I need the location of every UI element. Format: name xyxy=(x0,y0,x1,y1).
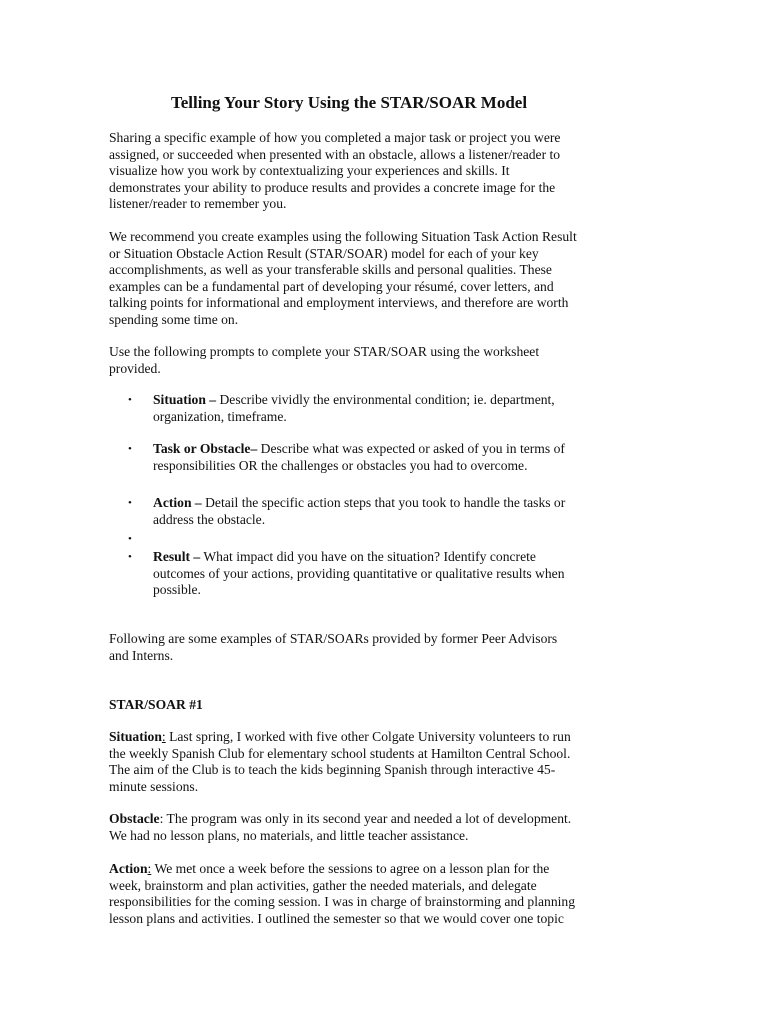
bullet-desc: What impact did you have on the situation? Identify concrete xyxy=(200,549,536,564)
intro-line: demonstrates your ability to produce results and provides a concrete image for the xyxy=(109,179,556,195)
following-paragraph xyxy=(109,631,609,664)
bullet-icon: • xyxy=(128,533,132,545)
bullet-term-task: Task or Obstacle– xyxy=(153,441,258,456)
bullet-desc: outcomes of your actions, providing quantitative or qualitative results when xyxy=(153,565,565,581)
recommend-line: accomplishments, as well as your transferable skills and personal qualities. These xyxy=(109,262,552,277)
intro-line: Sharing a specific example of how you completed a major task or project you were xyxy=(109,130,561,145)
recommend-line: examples can be a fundamental part of developing your résumé, cover letters, and xyxy=(109,278,554,294)
bullet-icon: • xyxy=(128,394,132,406)
example-text: : The program was only in its second year and needed a lot of development. xyxy=(159,811,572,826)
bullet-desc: organization, timeframe. xyxy=(153,408,287,424)
bullet-icon: • xyxy=(128,443,132,455)
bullet-icon: • xyxy=(128,497,132,509)
example-text: Last spring, I worked with five other Colgate University volunteers to run xyxy=(165,729,571,744)
example-text: We met once a week before the sessions to agree on a lesson plan for the xyxy=(151,861,550,876)
recommend-line: talking points for informational and employment interviews, and therefore are worth xyxy=(109,295,569,310)
example-heading: STAR/SOAR #1 xyxy=(109,697,203,712)
intro-line: listener/reader to remember you. xyxy=(109,196,287,211)
intro-line: assigned, or succeeded when presented with an obstacle, allows a listener/reader to xyxy=(109,146,561,162)
bullet-desc: responsibilities OR the challenges or obstacles you had to overcome. xyxy=(153,457,528,473)
bullet-desc: Describe vividly the environmental condition; ie. department, xyxy=(216,392,555,407)
bullet-desc: Describe what was expected or asked of you in terms of xyxy=(257,441,565,456)
example-situation xyxy=(109,729,609,795)
bullet-term-situation: Situation – xyxy=(153,392,217,407)
prompts-paragraph xyxy=(109,344,609,377)
bullet-icon: • xyxy=(128,551,132,563)
bullet-desc: possible. xyxy=(153,582,201,597)
example-obstacle-label: Obstacle xyxy=(109,811,160,826)
prompts-line: Use the following prompts to complete your STAR/SOAR using the worksheet xyxy=(109,344,540,359)
example-situation-label: Situation xyxy=(109,729,162,744)
document-title: Telling Your Story Using the STAR/SOAR Model xyxy=(170,93,528,112)
recommend-paragraph xyxy=(109,229,609,328)
example-text: The aim of the Club is to teach the kids beginning Spanish through interactive 45- xyxy=(109,762,556,777)
bullet-term-result: Result – xyxy=(153,549,201,564)
example-text: week, brainstorm and plan activities, gather the needed materials, and delegate xyxy=(109,877,537,893)
example-situation-colon: : xyxy=(161,729,166,744)
recommend-line: or Situation Obstacle Action Result (STAR/SOAR) model for each of your key xyxy=(109,245,539,261)
example-obstacle xyxy=(109,811,609,844)
example-text: lesson plans and activities. I outlined the semester so that we would cover one topic xyxy=(109,910,564,926)
bullet-term-action: Action – xyxy=(153,495,202,510)
example-text: responsibilities for the coming session. I was in charge of brainstorming and planning xyxy=(109,894,576,909)
bullet-desc: Detail the specific action steps that you took to handle the tasks or xyxy=(201,495,566,510)
following-line: and Interns. xyxy=(109,647,174,663)
example-action xyxy=(109,861,609,927)
example-text: the weekly Spanish Club for elementary school students at Hamilton Central School. xyxy=(109,745,571,761)
recommend-line: We recommend you create examples using the following Situation Task Action Result xyxy=(109,229,577,244)
example-action-colon: : xyxy=(147,861,152,876)
bullet-desc: address the obstacle. xyxy=(153,511,266,527)
intro-paragraph xyxy=(109,130,609,213)
intro-line: visualize how you work by contextualizing your experiences and skills. It xyxy=(109,163,510,178)
example-text: minute sessions. xyxy=(109,778,199,794)
following-line: Following are some examples of STAR/SOARs provided by former Peer Advisors xyxy=(109,631,558,646)
recommend-line: spending some time on. xyxy=(109,311,239,327)
example-action-label: Action xyxy=(109,861,148,876)
prompts-line: provided. xyxy=(109,360,161,376)
example-text: We had no lesson plans, no materials, and little teacher assistance. xyxy=(109,827,469,843)
